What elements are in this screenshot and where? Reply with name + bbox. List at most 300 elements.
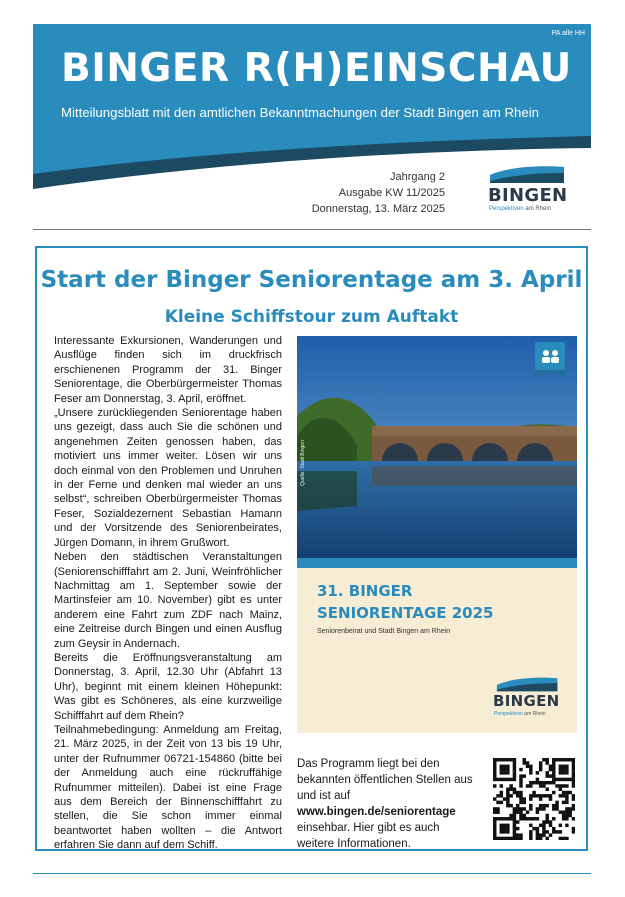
qr-module: [493, 810, 496, 813]
qr-module: [565, 801, 568, 804]
qr-module: [559, 794, 562, 797]
article-body: [54, 334, 282, 853]
qr-module: [523, 758, 526, 761]
logo-name: BINGEN: [488, 185, 568, 206]
paragraph: Neben den städtischen Veranstaltungen (Seniorenschifffahrt am 2. Juni, Weinfröhlicher Nachmittag am 1. September sowie der Martinsfeier am 10. November) gibt es unter anderem eine Fahrt zum ZDF nach Mainz, eine Zeitreise durch Bingen und einen Ausflug zum Geysir in Andernach.: [54, 551, 282, 650]
qr-module: [529, 830, 532, 833]
qr-module: [542, 784, 545, 787]
logo-tagline: Perspektiven am Rhein: [489, 206, 552, 212]
qr-module: [513, 833, 516, 836]
qr-module: [572, 774, 575, 777]
qr-module: [513, 771, 516, 774]
qr-module: [542, 820, 545, 823]
qr-module: [536, 837, 539, 840]
qr-module: [493, 820, 496, 823]
qr-module: [552, 778, 555, 781]
qr-module: [529, 765, 532, 768]
qr-module: [565, 807, 568, 810]
qr-module: [513, 778, 516, 781]
qr-module: [503, 768, 506, 771]
qr-module: [559, 771, 562, 774]
qr-module: [549, 774, 552, 777]
qr-module: [552, 765, 555, 768]
qr-module: [562, 778, 565, 781]
qr-module: [503, 824, 506, 827]
qr-module: [519, 807, 522, 810]
qr-module: [565, 768, 568, 771]
qr-module: [506, 788, 509, 791]
qr-module: [572, 768, 575, 771]
qr-module: [506, 758, 509, 761]
qr-module: [542, 807, 545, 810]
qr-module: [568, 814, 571, 817]
qr-module: [536, 827, 539, 830]
qr-module: [562, 758, 565, 761]
qr-module: [493, 771, 496, 774]
qr-module: [493, 833, 496, 836]
qr-module: [559, 810, 562, 813]
qr-module: [509, 794, 512, 797]
qr-module: [513, 791, 516, 794]
qr-module: [572, 771, 575, 774]
qr-module: [539, 761, 542, 764]
qr-module: [568, 807, 571, 810]
qr-module: [519, 784, 522, 787]
qr-code-icon[interactable]: [493, 758, 575, 840]
qr-module: [519, 791, 522, 794]
qr-module: [513, 758, 516, 761]
qr-module: [500, 794, 503, 797]
qr-module: [555, 804, 558, 807]
qr-module: [559, 837, 562, 840]
qr-module: [496, 810, 499, 813]
bingen-logo: [488, 163, 568, 219]
qr-module: [572, 758, 575, 761]
qr-module: [500, 827, 503, 830]
qr-module: [503, 837, 506, 840]
qr-module: [532, 817, 535, 820]
qr-module: [532, 827, 535, 830]
qr-module: [496, 801, 499, 804]
qr-module: [572, 778, 575, 781]
qr-module: [496, 778, 499, 781]
qr-module: [493, 824, 496, 827]
qr-module: [519, 814, 522, 817]
qr-module: [545, 820, 548, 823]
qr-module: [552, 791, 555, 794]
cover-title: 31. BINGER SENIORENTAGE 2025: [317, 582, 494, 622]
qr-module: [500, 801, 503, 804]
cover-bingen-logo: [493, 675, 563, 721]
qr-module: [503, 827, 506, 830]
qr-module: [562, 765, 565, 768]
qr-module: [565, 765, 568, 768]
qr-module: [529, 804, 532, 807]
qr-module: [539, 833, 542, 836]
qr-module: [506, 791, 509, 794]
qr-module: [565, 791, 568, 794]
qr-module: [529, 833, 532, 836]
qr-module: [500, 784, 503, 787]
qr-module: [552, 804, 555, 807]
qr-module: [529, 837, 532, 840]
qr-module: [523, 814, 526, 817]
qr-module: [513, 807, 516, 810]
qr-module: [529, 784, 532, 787]
qr-module: [565, 837, 568, 840]
qr-module: [572, 827, 575, 830]
qr-module: [552, 781, 555, 784]
qr-module: [545, 771, 548, 774]
qr-module: [545, 758, 548, 761]
qr-module: [493, 761, 496, 764]
qr-module: [559, 784, 562, 787]
qr-module: [519, 794, 522, 797]
qr-module: [552, 771, 555, 774]
postal-label: PA alle HH: [551, 30, 585, 37]
qr-module: [565, 771, 568, 774]
program-link[interactable]: www.bingen.de/seniorentage: [297, 806, 456, 818]
qr-module: [549, 768, 552, 771]
qr-module: [506, 830, 509, 833]
qr-module: [565, 778, 568, 781]
logo-tagline: Perspektiven am Rhein: [494, 711, 546, 717]
qr-module: [516, 804, 519, 807]
qr-module: [552, 817, 555, 820]
qr-module: [549, 797, 552, 800]
qr-module: [493, 765, 496, 768]
qr-module: [549, 781, 552, 784]
qr-module: [565, 797, 568, 800]
qr-module: [536, 781, 539, 784]
qr-module: [526, 761, 529, 764]
qr-module: [493, 827, 496, 830]
qr-module: [529, 797, 532, 800]
qr-module: [500, 768, 503, 771]
qr-module: [506, 827, 509, 830]
qr-module: [503, 830, 506, 833]
qr-module: [526, 817, 529, 820]
qr-module: [516, 827, 519, 830]
qr-module: [572, 817, 575, 820]
paragraph: Interessante Exkursionen, Wanderungen und Ausflüge finden sich im druckfrisch erschienenen Programm der 31. Binger Seniorentage, die Oberbürgermeister Thomas Feser am Donnerstag, 3. April, eröffnet.: [54, 335, 282, 405]
qr-module: [545, 814, 548, 817]
issue-volume: Jahrgang 2: [389, 171, 445, 183]
qr-module: [493, 784, 496, 787]
qr-module: [536, 830, 539, 833]
qr-module: [503, 758, 506, 761]
qr-module: [539, 807, 542, 810]
qr-module: [493, 758, 496, 761]
qr-module: [513, 768, 516, 771]
qr-module: [562, 771, 565, 774]
qr-module: [509, 804, 512, 807]
qr-module: [565, 794, 568, 797]
qr-module: [539, 784, 542, 787]
qr-module: [519, 778, 522, 781]
qr-module: [506, 801, 509, 804]
qr-module: [555, 830, 558, 833]
qr-module: [542, 794, 545, 797]
qr-module: [549, 765, 552, 768]
qr-module: [506, 771, 509, 774]
bridge-photo: [297, 336, 577, 568]
newspaper-subtitle: Mitteilungsblatt mit den amtlichen Bekanntmachungen der Stadt Bingen am Rhein: [61, 105, 539, 120]
qr-module: [542, 833, 545, 836]
qr-module: [523, 801, 526, 804]
issue-edition: Ausgabe KW 11/2025: [338, 187, 445, 199]
qr-module: [539, 837, 542, 840]
qr-module: [568, 758, 571, 761]
qr-module: [506, 794, 509, 797]
qr-module: [559, 768, 562, 771]
qr-module: [542, 781, 545, 784]
qr-module: [500, 824, 503, 827]
qr-module: [509, 784, 512, 787]
qr-module: [500, 837, 503, 840]
qr-module: [529, 771, 532, 774]
qr-module: [509, 788, 512, 791]
qr-module: [559, 824, 562, 827]
qr-module: [496, 807, 499, 810]
qr-module: [542, 824, 545, 827]
qr-module: [509, 817, 512, 820]
qr-module: [552, 774, 555, 777]
program-cover: [297, 336, 577, 733]
qr-module: [568, 791, 571, 794]
qr-module: [519, 797, 522, 800]
qr-module: [562, 784, 565, 787]
qr-module: [523, 817, 526, 820]
qr-module: [532, 794, 535, 797]
qr-module: [529, 824, 532, 827]
qr-module: [506, 768, 509, 771]
qr-module: [519, 817, 522, 820]
qr-module: [503, 797, 506, 800]
qr-module: [552, 768, 555, 771]
qr-module: [559, 778, 562, 781]
qr-module: [493, 830, 496, 833]
newspaper-title: BINGER R(H)EINSCHAU: [61, 46, 572, 91]
qr-module: [572, 781, 575, 784]
qr-module: [509, 837, 512, 840]
qr-module: [506, 804, 509, 807]
qr-module: [539, 765, 542, 768]
qr-module: [565, 814, 568, 817]
qr-module: [516, 833, 519, 836]
qr-module: [552, 830, 555, 833]
qr-module: [506, 824, 509, 827]
qr-module: [545, 830, 548, 833]
qr-module: [536, 810, 539, 813]
qr-module: [562, 810, 565, 813]
qr-module: [545, 774, 548, 777]
qr-module: [519, 810, 522, 813]
qr-module: [503, 771, 506, 774]
qr-module: [529, 794, 532, 797]
qr-module: [506, 837, 509, 840]
qr-module: [500, 778, 503, 781]
qr-module: [513, 837, 516, 840]
qr-module: [565, 824, 568, 827]
qr-module: [572, 794, 575, 797]
qr-module: [572, 830, 575, 833]
qr-module: [536, 778, 539, 781]
qr-module: [536, 817, 539, 820]
qr-module: [549, 794, 552, 797]
qr-module: [513, 788, 516, 791]
qr-module: [519, 774, 522, 777]
qr-module: [500, 830, 503, 833]
qr-module: [536, 794, 539, 797]
qr-module: [513, 820, 516, 823]
qr-module: [572, 761, 575, 764]
qr-module: [506, 778, 509, 781]
qr-module: [516, 820, 519, 823]
issue-date: Donnerstag, 13. März 2025: [311, 203, 445, 215]
photo-credit: Quelle: Stadt Bingen: [300, 440, 306, 486]
qr-module: [542, 830, 545, 833]
qr-module: [529, 781, 532, 784]
qr-module: [493, 807, 496, 810]
qr-module: [536, 807, 539, 810]
qr-module: [542, 758, 545, 761]
qr-module: [539, 794, 542, 797]
footer-divider: [33, 873, 591, 874]
qr-module: [513, 827, 516, 830]
header-divider: [33, 229, 591, 230]
qr-module: [500, 817, 503, 820]
qr-module: [555, 778, 558, 781]
qr-module: [493, 768, 496, 771]
qr-module: [562, 837, 565, 840]
qr-module: [503, 765, 506, 768]
qr-module: [562, 814, 565, 817]
qr-module: [493, 837, 496, 840]
paragraph: Teilnahmebedingung: Anmeldung am Freitag, 21. März 2025, in der Zeit von 13 bis 19 Uhr, unter der Rufnummer 06721-154860 (bitte bei der Anmeldung auch eine rückruffähige Rufnummer mitteilen). Dabei ist eine Frage aus dem Bereich der Binnenschifffahrt zu stellen, die Sie schon immer einmal beantwortet haben wollten – die Antwort erfahren Sie dann auf dem Schiff.: [54, 723, 282, 852]
qr-module: [545, 794, 548, 797]
qr-module: [523, 797, 526, 800]
qr-module: [523, 774, 526, 777]
qr-module: [539, 804, 542, 807]
qr-module: [496, 817, 499, 820]
qr-module: [545, 817, 548, 820]
qr-module: [539, 768, 542, 771]
qr-module: [513, 761, 516, 764]
qr-module: [509, 778, 512, 781]
paragraph: Bereits die Eröffnungsveranstaltung am Donnerstag, 3. April, 12.30 Uhr (Abfahrt 13 Uhr), beginnt mit einem kleinen Höhepunkt: Was gibt es Schöneres, als eine kurzweilige Schifffahrt auf dem Rhein?: [54, 651, 282, 722]
qr-module: [562, 794, 565, 797]
qr-module: [513, 814, 516, 817]
qr-module: [568, 778, 571, 781]
issue-info: [312, 169, 445, 217]
logo-wave-icon: [493, 675, 563, 693]
qr-module: [545, 761, 548, 764]
qr-module: [526, 810, 529, 813]
qr-module: [555, 807, 558, 810]
qr-module: [572, 797, 575, 800]
qr-module: [545, 837, 548, 840]
qr-module: [516, 794, 519, 797]
qr-module: [506, 765, 509, 768]
qr-module: [572, 807, 575, 810]
qr-module: [500, 791, 503, 794]
qr-module: [519, 833, 522, 836]
qr-module: [516, 837, 519, 840]
qr-module: [565, 758, 568, 761]
qr-module: [559, 765, 562, 768]
qr-module: [493, 778, 496, 781]
qr-module: [493, 817, 496, 820]
qr-module: [559, 830, 562, 833]
qr-module: [539, 781, 542, 784]
qr-module: [545, 804, 548, 807]
qr-module: [496, 837, 499, 840]
qr-module: [516, 791, 519, 794]
qr-module: [506, 797, 509, 800]
qr-module: [513, 830, 516, 833]
qr-module: [555, 784, 558, 787]
article-box: [35, 246, 588, 851]
qr-module: [513, 765, 516, 768]
program-info: Das Programm liegt bei den bekannten öffentlichen Stellen aus und ist auf www.bingen.de/seniorentage einsehbar. Hier gibt es auch weitere Informationen.: [297, 758, 473, 850]
qr-module: [519, 801, 522, 804]
qr-module: [496, 758, 499, 761]
qr-module: [536, 771, 539, 774]
qr-module: [532, 781, 535, 784]
article-headline: Start der Binger Seniorentage am 3. April: [40, 267, 583, 293]
qr-module: [552, 807, 555, 810]
qr-module: [565, 810, 568, 813]
qr-module: [549, 820, 552, 823]
qr-module: [565, 817, 568, 820]
qr-module: [562, 768, 565, 771]
qr-module: [513, 817, 516, 820]
qr-module: [519, 781, 522, 784]
qr-module: [562, 817, 565, 820]
qr-module: [506, 817, 509, 820]
article-subheadline: Kleine Schiffstour zum Auftakt: [164, 307, 459, 327]
qr-module: [572, 804, 575, 807]
qr-module: [493, 797, 496, 800]
qr-module: [529, 817, 532, 820]
qr-module: [559, 788, 562, 791]
logo-name: BINGEN: [493, 692, 560, 710]
qr-module: [545, 781, 548, 784]
qr-module: [519, 768, 522, 771]
qr-module: [513, 774, 516, 777]
qr-module: [549, 824, 552, 827]
qr-module: [552, 827, 555, 830]
qr-module: [516, 807, 519, 810]
qr-module: [523, 761, 526, 764]
qr-module: [555, 758, 558, 761]
qr-module: [516, 810, 519, 813]
qr-module: [509, 758, 512, 761]
qr-module: [523, 807, 526, 810]
qr-module: [503, 817, 506, 820]
qr-module: [513, 810, 516, 813]
qr-module: [529, 768, 532, 771]
qr-module: [568, 810, 571, 813]
qr-module: [532, 791, 535, 794]
qr-module: [500, 765, 503, 768]
qr-module: [539, 797, 542, 800]
qr-module: [545, 788, 548, 791]
qr-module: [500, 771, 503, 774]
qr-module: [493, 774, 496, 777]
qr-module: [500, 758, 503, 761]
